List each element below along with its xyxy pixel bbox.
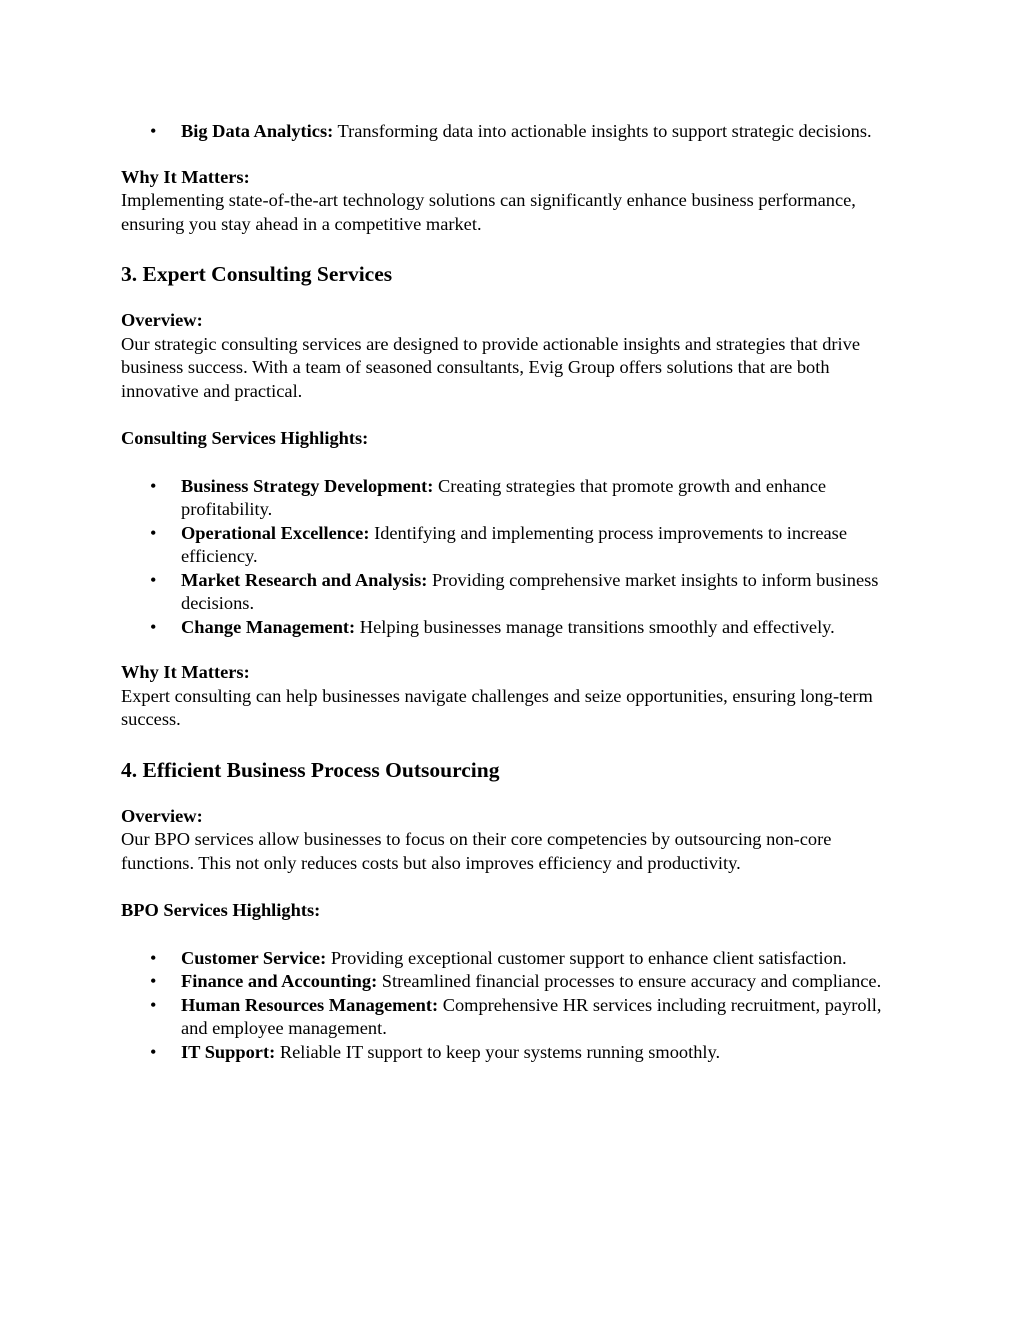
list-item (150, 994, 906, 1041)
section-3-overview-text: Our strategic consulting services are designed to provide actionable insights and strategies that drive business success. With a team of seasoned consultants, Evig Group offers solutions that are both innovative and practical. (121, 333, 860, 401)
bullet-icon: • (150, 616, 157, 637)
list-item-text: Streamlined financial processes to ensure accuracy and compliance. (377, 971, 882, 991)
section-3-title: 3. Expert Consulting Services (121, 262, 393, 286)
section-4-title: 4. Efficient Business Process Outsourcing (121, 757, 500, 782)
list-item-text: Reliable IT support to keep your systems running smoothly. (275, 1041, 721, 1062)
list-item-label: Big Data Analytics: (181, 121, 334, 141)
list-item-text: Helping businesses manage transitions smoothly and effectively. (355, 616, 835, 637)
bullet-icon: • (150, 475, 157, 496)
section-4-overview-heading: Overview: (121, 805, 203, 826)
why-text: Implementing state-of-the-art technology solutions can significantly enhance business performance, ensuring you stay ahead in a competitive market. (121, 190, 856, 234)
list-item (150, 120, 906, 144)
list-item-text: Transforming data into actionable insights to support strategic decisions. (333, 121, 872, 141)
list-item-label: Business Strategy Development: (181, 475, 434, 496)
document-page (121, 120, 906, 1064)
bullet-icon: • (150, 971, 157, 991)
list-item-text: Identifying and implementing process improvements to increase efficiency. (181, 522, 847, 566)
bullet-icon: • (150, 947, 157, 968)
bullet-icon: • (150, 994, 157, 1015)
list-item-label: Human Resources Management: (181, 994, 439, 1015)
list-item-label: Change Management: (181, 616, 356, 637)
list-item-label: Operational Excellence: (181, 522, 370, 543)
section-4-highlights-list (121, 947, 906, 1065)
intro-bullet-list (121, 120, 906, 144)
list-item (150, 947, 906, 971)
list-item-text: Providing comprehensive market insights to inform business decisions. (181, 569, 879, 613)
section-4-overview-text: Our BPO services allow businesses to focus on their core competencies by outsourcing non-core functions. This not only reduces costs but also improves efficiency and productivity. (121, 829, 832, 873)
list-item (150, 1041, 906, 1065)
bullet-icon: • (150, 1041, 157, 1062)
list-item (150, 616, 906, 640)
list-item-label: Finance and Accounting: (181, 971, 378, 991)
section-4-highlights-heading: BPO Services Highlights: (121, 900, 321, 920)
bullet-icon: • (150, 569, 157, 590)
list-item-text: Comprehensive HR services including recruitment, payroll, and employee management. (181, 994, 882, 1038)
list-item (150, 970, 906, 994)
list-item (150, 569, 906, 616)
list-item-label: Customer Service: (181, 947, 327, 968)
bullet-icon: • (150, 522, 157, 543)
list-item (150, 522, 906, 569)
list-item-text: Providing exceptional customer support to enhance client satisfaction. (326, 947, 847, 968)
bullet-icon: • (150, 121, 157, 141)
list-item (150, 475, 906, 522)
list-item-text: Creating strategies that promote growth and enhance profitability. (181, 475, 827, 519)
list-item-label: Market Research and Analysis: (181, 569, 428, 590)
list-item-label: IT Support: (181, 1041, 276, 1062)
section-3-highlights-list (121, 475, 906, 640)
section-3-overview-heading: Overview: (121, 310, 203, 330)
why-heading: Why It Matters: (121, 166, 250, 187)
section-3-highlights-heading: Consulting Services Highlights: (121, 428, 369, 448)
section-3-why-text: Expert consulting can help businesses navigate challenges and seize opportunities, ensuring long-term success. (121, 685, 873, 729)
section-3-why-heading: Why It Matters: (121, 662, 250, 682)
